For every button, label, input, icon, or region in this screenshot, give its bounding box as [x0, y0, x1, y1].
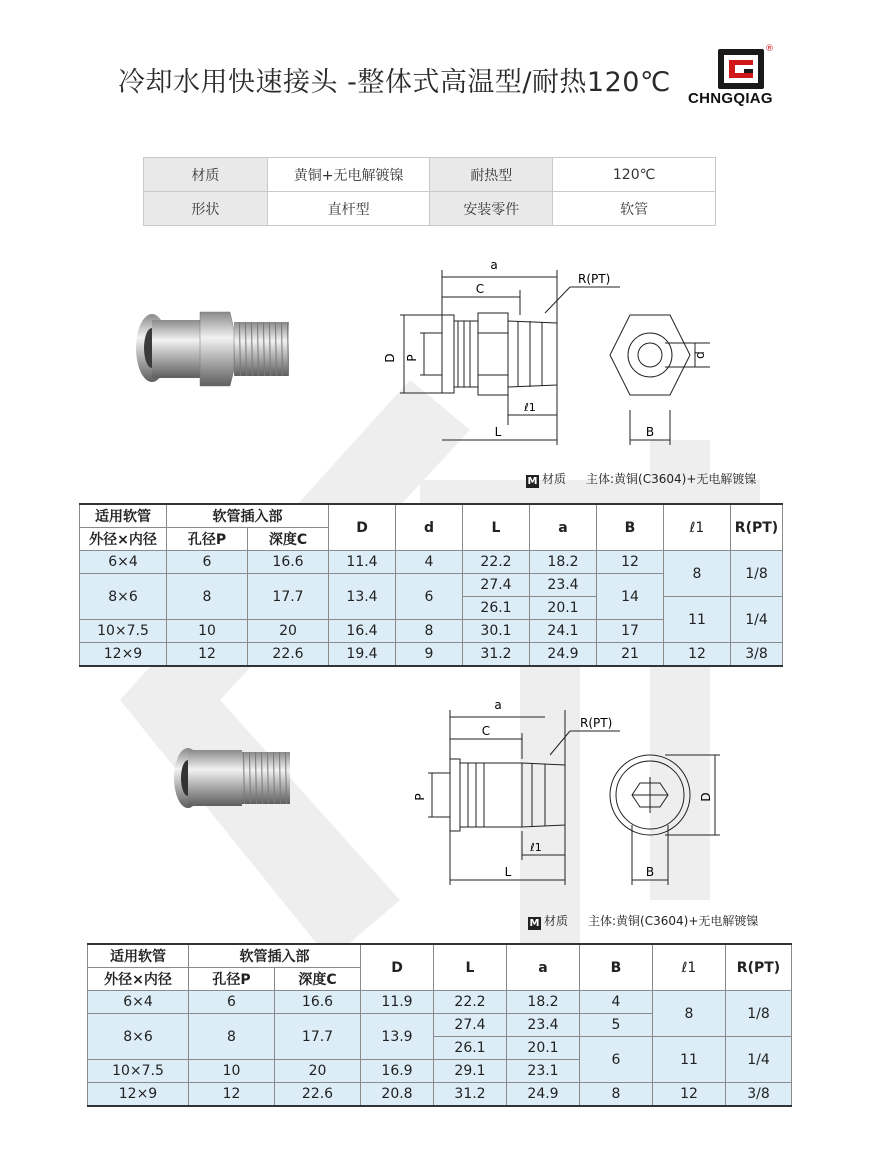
spec-label: 形状 [144, 192, 268, 226]
product-photo-hex-fitting [130, 300, 300, 400]
cell-B: 12 [597, 551, 664, 574]
cell-tube: 6×4 [88, 991, 189, 1014]
cell-tube: 12×9 [88, 1083, 189, 1107]
spec-label: 材质 [144, 158, 268, 192]
cell-tube: 8×6 [88, 1014, 189, 1060]
cell-C: 22.6 [275, 1083, 361, 1107]
cell-D: 16.4 [329, 620, 396, 643]
dim-label: P [405, 354, 419, 362]
dim-label: D [699, 792, 713, 802]
header-insert: 软管插入部 [167, 504, 329, 528]
page-title: 冷却水用快速接头 -整体式高温型/耐热120℃ [118, 67, 671, 98]
dim-label: d [693, 351, 707, 359]
material-badge: M [527, 476, 538, 487]
cell-a: 18.2 [530, 551, 597, 574]
spec-label: 安装零件 [430, 192, 553, 226]
cell-a: 23.4 [507, 1014, 580, 1037]
dim-label: R(PT) [578, 272, 611, 286]
cell-P: 10 [189, 1060, 275, 1083]
material-text: 主体:黄铜(C3604)+无电解镀镍 [588, 914, 759, 928]
registered-mark: ® [765, 44, 774, 54]
cell-D: 11.4 [329, 551, 396, 574]
cell-L: 22.2 [463, 551, 530, 574]
cell-d: 6 [396, 574, 463, 620]
cell-P: 8 [189, 1014, 275, 1060]
cell-P: 10 [167, 620, 248, 643]
dim-label: P [413, 793, 427, 801]
dimension-drawing-hex [380, 255, 710, 455]
header-insert: 软管插入部 [189, 944, 361, 968]
dim-label: D [383, 353, 397, 363]
cell-tube: 10×7.5 [80, 620, 167, 643]
spec-row [144, 158, 716, 192]
dim-label: C [475, 282, 485, 296]
cell-l1: 8 [653, 991, 726, 1037]
dim-label: B [645, 425, 655, 439]
header-od: 外径×内径 [88, 968, 189, 991]
dim-label: R(PT) [580, 716, 613, 730]
cell-l1: 11 [664, 597, 731, 643]
cell-C: 16.6 [248, 551, 329, 574]
header-L: L [463, 504, 530, 551]
cell-a: 18.2 [507, 991, 580, 1014]
brand-name: CHNGQIAG [688, 90, 773, 107]
cell-D: 16.9 [361, 1060, 434, 1083]
cell-L: 26.1 [434, 1037, 507, 1060]
table-row [80, 551, 783, 574]
cell-B: 6 [580, 1037, 653, 1083]
header-l1: ℓ1 [664, 504, 731, 551]
dim-label: B [645, 865, 655, 879]
cell-P: 12 [189, 1083, 275, 1107]
cell-P: 6 [189, 991, 275, 1014]
cell-B: 5 [580, 1014, 653, 1037]
cell-D: 13.9 [361, 1014, 434, 1060]
spec-value: 软管 [553, 192, 716, 226]
cell-a: 23.4 [530, 574, 597, 597]
dimension-table-2 [87, 943, 792, 1107]
dimension-drawing-round [400, 695, 730, 895]
product-photo-round-fitting [170, 728, 300, 828]
header-a: a [530, 504, 597, 551]
header-tube: 适用软管 [88, 944, 189, 968]
cell-D: 13.4 [329, 574, 396, 620]
dim-label: ℓ1 [530, 841, 542, 854]
spec-label: 耐热型 [430, 158, 553, 192]
spec-table [143, 157, 716, 226]
spec-value: 黄铜+无电解镀镍 [267, 158, 430, 192]
header-B: B [597, 504, 664, 551]
dim-label: a [494, 698, 502, 712]
cell-a: 24.9 [530, 643, 597, 667]
header-D: D [361, 944, 434, 991]
cell-a: 24.9 [507, 1083, 580, 1107]
dim-label: a [490, 258, 498, 272]
header-hole: 孔径P [167, 528, 248, 551]
spec-value: 120℃ [553, 158, 716, 192]
cell-a: 20.1 [507, 1037, 580, 1060]
table-row [88, 1083, 792, 1107]
header-d: d [396, 504, 463, 551]
cell-P: 8 [167, 574, 248, 620]
table-row [80, 643, 783, 667]
cell-B: 21 [597, 643, 664, 667]
cell-L: 27.4 [463, 574, 530, 597]
header-l1: ℓ1 [653, 944, 726, 991]
material-text: 主体:黄铜(C3604)+无电解镀镍 [586, 472, 757, 486]
dim-label: C [481, 724, 491, 738]
dim-label: L [494, 425, 502, 439]
material-label: 材质 [542, 472, 567, 486]
cell-R: 1/8 [726, 991, 792, 1037]
material-note [528, 912, 758, 930]
cell-tube: 12×9 [80, 643, 167, 667]
spec-value: 直杆型 [267, 192, 430, 226]
cell-R: 1/4 [731, 597, 783, 643]
header-depth: 深度C [275, 968, 361, 991]
dimension-table-1 [79, 503, 783, 667]
cell-L: 22.2 [434, 991, 507, 1014]
material-note [526, 470, 756, 488]
cell-L: 31.2 [434, 1083, 507, 1107]
cell-R: 3/8 [726, 1083, 792, 1107]
dim-label: ℓ1 [524, 401, 536, 414]
cell-P: 12 [167, 643, 248, 667]
header-a: a [507, 944, 580, 991]
cell-a: 24.1 [530, 620, 597, 643]
header-od: 外径×内径 [80, 528, 167, 551]
material-badge: M [529, 918, 540, 929]
header-tube: 适用软管 [80, 504, 167, 528]
cell-D: 11.9 [361, 991, 434, 1014]
cell-R: 1/8 [731, 551, 783, 597]
cell-R: 3/8 [731, 643, 783, 667]
table-row [88, 991, 792, 1014]
header-L: L [434, 944, 507, 991]
header-hole: 孔径P [189, 968, 275, 991]
cell-B: 8 [580, 1083, 653, 1107]
header-R: R(PT) [731, 504, 783, 551]
cell-C: 17.7 [248, 574, 329, 620]
spec-row [144, 192, 716, 226]
material-label: 材质 [544, 914, 569, 928]
cell-tube: 8×6 [80, 574, 167, 620]
cell-d: 8 [396, 620, 463, 643]
cell-L: 29.1 [434, 1060, 507, 1083]
cell-a: 20.1 [530, 597, 597, 620]
cell-P: 6 [167, 551, 248, 574]
cell-tube: 6×4 [80, 551, 167, 574]
cell-l1: 11 [653, 1037, 726, 1083]
table-header-row [80, 504, 783, 528]
cell-l1: 12 [664, 643, 731, 667]
header-depth: 深度C [248, 528, 329, 551]
dim-label: L [504, 865, 512, 879]
cell-B: 14 [597, 574, 664, 620]
cell-L: 26.1 [463, 597, 530, 620]
cell-C: 16.6 [275, 991, 361, 1014]
cell-B: 4 [580, 991, 653, 1014]
cell-C: 20 [248, 620, 329, 643]
cell-R: 1/4 [726, 1037, 792, 1083]
cell-C: 17.7 [275, 1014, 361, 1060]
cell-D: 20.8 [361, 1083, 434, 1107]
cell-L: 27.4 [434, 1014, 507, 1037]
cell-l1: 12 [653, 1083, 726, 1107]
header-B: B [580, 944, 653, 991]
header-D: D [329, 504, 396, 551]
table-header-row [88, 944, 792, 968]
cell-L: 30.1 [463, 620, 530, 643]
cell-d: 9 [396, 643, 463, 667]
cell-tube: 10×7.5 [88, 1060, 189, 1083]
cell-C: 22.6 [248, 643, 329, 667]
cell-a: 23.1 [507, 1060, 580, 1083]
cell-C: 20 [275, 1060, 361, 1083]
cell-D: 19.4 [329, 643, 396, 667]
cell-d: 4 [396, 551, 463, 574]
cell-l1: 8 [664, 551, 731, 597]
cell-B: 17 [597, 620, 664, 643]
header-R: R(PT) [726, 944, 792, 991]
cell-L: 31.2 [463, 643, 530, 667]
